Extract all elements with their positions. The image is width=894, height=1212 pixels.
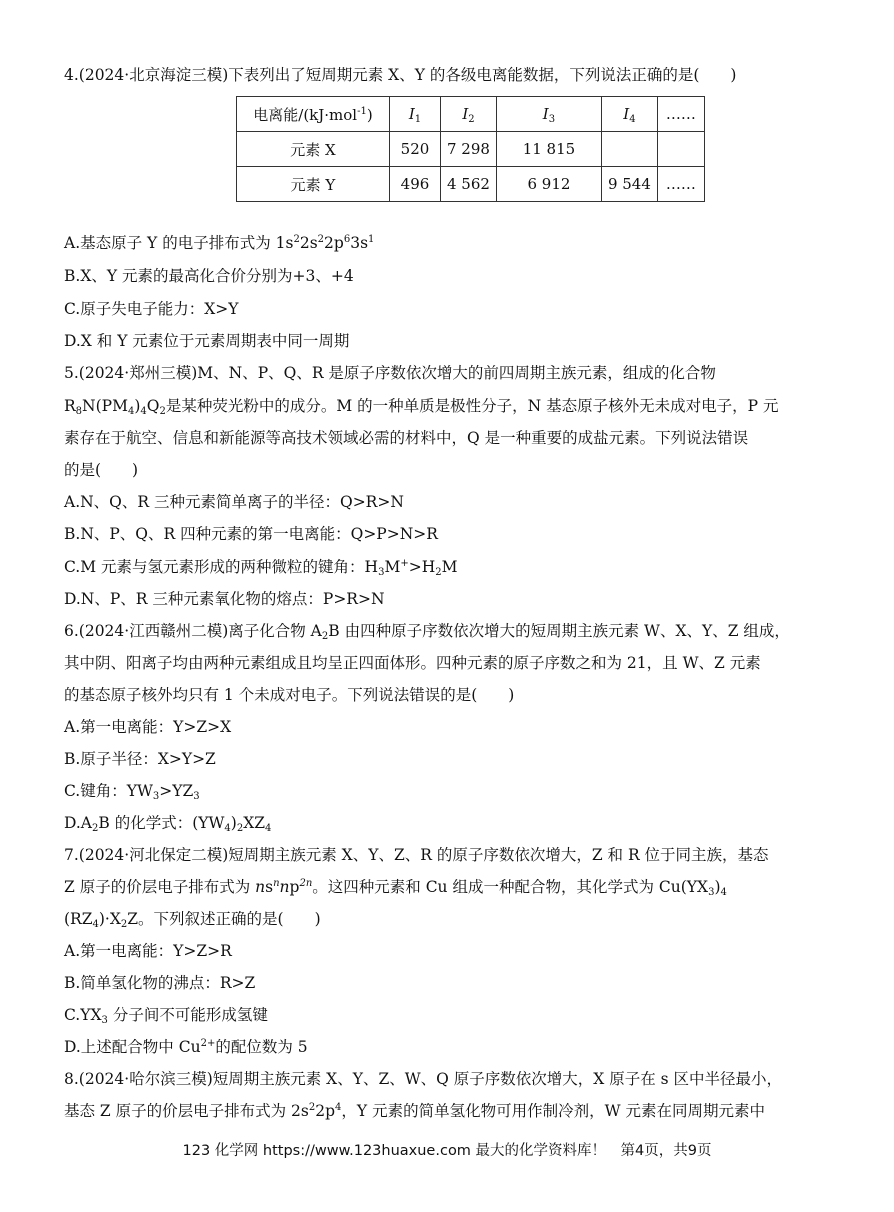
q7-option-d: D.上述配合物中 $Cu^{2+}$的配位数为 5 (64, 1038, 308, 1056)
header-i2: $I_2$ (441, 97, 497, 132)
q6-stem-line-2: 其中阴、阳离子均由两种元素组成且均呈正四面体形。四种元素的原子序数之和为 21，且 W、Z 元素 (64, 654, 761, 672)
row-x-label: 元素 X (237, 132, 390, 167)
row-y-i4: 9 544 (601, 167, 657, 202)
q5-stem-line-4: 的是( ) (64, 461, 139, 479)
q4-stem: 4.(2024·北京海淀三模)下表列出了短周期元素 X、Y 的各级电离能数据，下列说法正确的是( ) (64, 66, 737, 84)
q8-stem-line-1: 8.(2024·哈尔滨三模)短周期主族元素 X、Y、Z、W、Q 原子序数依次增大，X 原子在 s 区中半径最小， (64, 1070, 783, 1088)
q5-stem-line-2: $R_8N(PM_4)_4Q_2$是某种荧光粉中的成分。M 的一种单质是极性分子，N 基态原子核外无未成对电子，P 元 (64, 397, 779, 417)
q5-option-d: D.N、P、R 三种元素氧化物的熔点：P>R>N (64, 590, 385, 608)
row-y-i3: 6 912 (496, 167, 601, 202)
row-x-more (657, 132, 704, 167)
page-footer: 123 化学网 https://www.123huaxue.com 最大的化学资料库！ 第4页，共9页 (182, 1143, 712, 1159)
q4-option-c: C.原子失电子能力：X>Y (64, 300, 239, 318)
table-header-row (237, 97, 705, 132)
q7-option-b: B.简单氢化物的沸点：R>Z (64, 974, 256, 992)
q5-stem-line-1: 5.(2024·郑州三模)M、N、P、Q、R 是原子序数依次增大的前四周期主族元素，组成的化合物 (64, 364, 716, 382)
q5-option-a: A.N、Q、R 三种元素简单离子的半径：Q>R>N (64, 493, 404, 511)
q6-stem-line-1: 6.(2024·江西赣州二模)离子化合物 $A_2B$ 由四种原子序数依次增大的短周期主族元素 W、X、Y、Z 组成， (64, 622, 790, 642)
q6-option-d: $D.A_2B$ 的化学式：$(YW_4)_2XZ_4$ (64, 814, 272, 834)
q7-stem-line-2: Z 原子的价层电子排布式为 $ns^nnp^{2n}$。这四种元素和 Cu 组成一种配合物，其化学式为 $Cu(YX_3)_4$ (64, 878, 727, 898)
header-i3: $I_3$ (496, 97, 601, 132)
q7-stem-line-3: $(RZ_4)\cdot X_2Z$。下列叙述正确的是( ) (64, 910, 321, 930)
q4-option-d: D.X 和 Y 元素位于元素周期表中同一周期 (64, 332, 350, 350)
row-x-i3: 11 815 (496, 132, 601, 167)
row-x-i2: 7 298 (441, 132, 497, 167)
q5-stem-line-3: 素存在于航空、信息和新能源等高技术领域必需的材料中，Q 是一种重要的成盐元素。下列说法错误 (64, 429, 749, 447)
table-row-element-x (237, 132, 705, 167)
row-y-label: 元素 Y (237, 167, 390, 202)
header-i4: $I_4$ (601, 97, 657, 132)
row-y-more: …… (657, 167, 704, 202)
q5-option-c: C.M 元素与氢元素形成的两种微粒的键角：$H_3M^+>H_2M$ (64, 558, 458, 578)
header-i1: $I_1$ (390, 97, 441, 132)
q6-stem-line-3: 的基态原子核外均只有 1 个未成对电子。下列说法错误的是( ) (64, 686, 515, 704)
q6-option-b: B.原子半径：X>Y>Z (64, 750, 216, 768)
header-label: 电离能/(kJ·mol$^{-1}$) (237, 97, 390, 132)
q4-option-b: B.X、Y 元素的最高化合价分别为+3、+4 (64, 267, 354, 285)
row-y-i1: 496 (390, 167, 441, 202)
header-more: …… (657, 97, 704, 132)
row-x-i1: 520 (390, 132, 441, 167)
table-row-element-y (237, 167, 705, 202)
q7-stem-line-1: 7.(2024·河北保定二模)短周期主族元素 X、Y、Z、R 的原子序数依次增大，Z 和 R 位于同主族，基态 (64, 846, 769, 864)
q7-option-c: $C.YX_3$ 分子间不可能形成氢键 (64, 1006, 268, 1026)
q6-option-c: C.键角：$YW_3>YZ_3$ (64, 782, 200, 802)
q4-option-a: A.基态原子 Y 的电子排布式为 $1s^22s^22p^63s^1$ (64, 234, 375, 252)
ionization-energy-table (236, 96, 705, 202)
row-x-i4 (601, 132, 657, 167)
row-y-i2: 4 562 (441, 167, 497, 202)
q5-option-b: B.N、P、Q、R 四种元素的第一电离能：Q>P>N>R (64, 525, 438, 543)
q6-option-a: A.第一电离能：Y>Z>X (64, 718, 232, 736)
q8-stem-line-2: 基态 Z 原子的价层电子排布式为 $2s^22p^4$，Y 元素的简单氢化物可用作制冷剂，W 元素在同周期元素中 (64, 1102, 765, 1120)
q7-option-a: A.第一电离能：Y>Z>R (64, 942, 232, 960)
